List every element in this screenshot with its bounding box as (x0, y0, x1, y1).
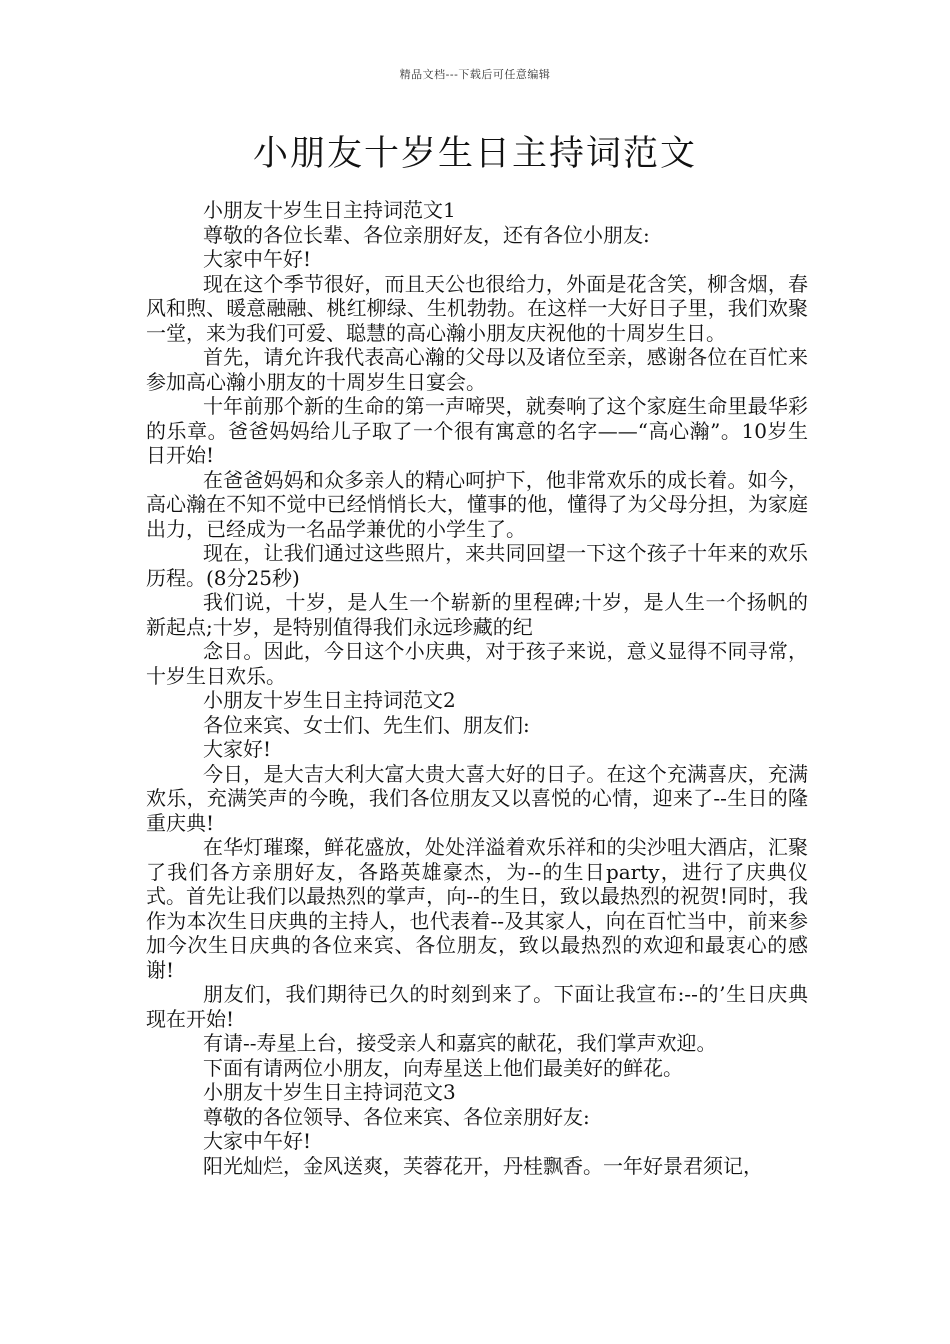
paragraph: 有请--寿星上台，接受亲人和嘉宾的献花，我们掌声欢迎。 (203, 1031, 717, 1055)
section-heading-1: 小朋友十岁生日主持词范文1 (203, 198, 456, 222)
paragraph-greeting-3: 大家中午好! (203, 1129, 312, 1153)
paragraph: 首先，请允许我代表高心瀚的父母以及诸位至亲，感谢各位在百忙来参加高心瀚小朋友的十周岁生日宴会。 (146, 345, 808, 394)
paragraph-salutation-3: 尊敬的各位领导、各位来宾、各位亲朋好友: (203, 1104, 590, 1129)
paragraph: 我们说，十岁，是人生一个崭新的里程碑;十岁，是人生一个扬帆的新起点;十岁，是特别值得我们永远珍藏的纪 (146, 590, 808, 639)
section-heading-3: 小朋友十岁生日主持词范文3 (203, 1080, 456, 1104)
paragraph: 在爸爸妈妈和众多亲人的精心呵护下，他非常欢乐的成长着。如今，高心瀚在不知不觉中已经悄悄长大，懂事的他，懂得了为父母分担，为家庭出力，已经成为一名品学兼优的小学生了。 (146, 467, 808, 541)
paragraph-salutation-2: 各位来宾、女士们、先生们、朋友们: (203, 712, 530, 737)
paragraph: 今日，是大吉大利大富大贵大喜大好的日子。在这个充满喜庆，充满欢乐，充满笑声的今晚，我们各位朋友又以喜悦的心情，迎来了--生日的隆重庆典! (146, 761, 808, 835)
section-heading-2: 小朋友十岁生日主持词范文2 (203, 688, 456, 712)
paragraph-salutation-1: 尊敬的各位长辈、各位亲朋好友，还有各位小朋友: (203, 222, 650, 247)
document-title: 小朋友十岁生日主持词范文 (252, 134, 697, 174)
paragraph: 阳光灿烂，金风送爽，芙蓉花开，丹桂飘香。一年好景君须记， (203, 1153, 763, 1178)
paragraph: 十年前那个新的生命的第一声啼哭，就奏响了这个家庭生命里最华彩的乐章。爸爸妈妈给儿子取了一个很有寓意的名字——“高心瀚”。10岁生日开始! (146, 394, 808, 467)
paragraph: 朋友们，我们期待已久的时刻到来了。下面让我宣布:--的’生日庆典现在开始! (146, 982, 808, 1031)
paragraph-greeting-2: 大家好! (203, 737, 272, 761)
document-body (146, 198, 808, 1178)
paragraph: 念日。因此，今日这个小庆典，对于孩子来说，意义显得不同寻常，十岁生日欢乐。 (146, 639, 808, 688)
page-header: 精品文档---下载后可任意编辑 (399, 68, 551, 81)
paragraph: 在华灯璀璨，鲜花盛放，处处洋溢着欢乐祥和的尖沙咀大酒店，汇聚了我们各方亲朋好友，各路英雄豪杰，为--的生日party，进行了庆典仪式。首先让我们以最热烈的掌声，向--的生日，致以最热烈的祝贺!同时，我作为本次生日庆典的主持人，也代表着--及其家人，向在百忙当中，前来参加今次生日庆典的各位来宾、各位朋友，致以最热烈的欢迎和最衷心的感谢! (146, 835, 808, 982)
paragraph: 现在这个季节很好，而且天公也很给力，外面是花含笑，柳含烟，春风和煦、暖意融融、桃红柳绿、生机勃勃。在这样一大好日子里，我们欢聚一堂，来为我们可爱、聪慧的高心瀚小朋友庆祝他的十周岁生日。 (146, 271, 808, 345)
paragraph-greeting-1: 大家中午好! (203, 247, 312, 271)
paragraph: 现在，让我们通过这些照片，来共同回望一下这个孩子十年来的欢乐历程。(8分25秒) (146, 541, 808, 590)
paragraph: 下面有请两位小朋友，向寿星送上他们最美好的鲜花。 (203, 1055, 683, 1080)
